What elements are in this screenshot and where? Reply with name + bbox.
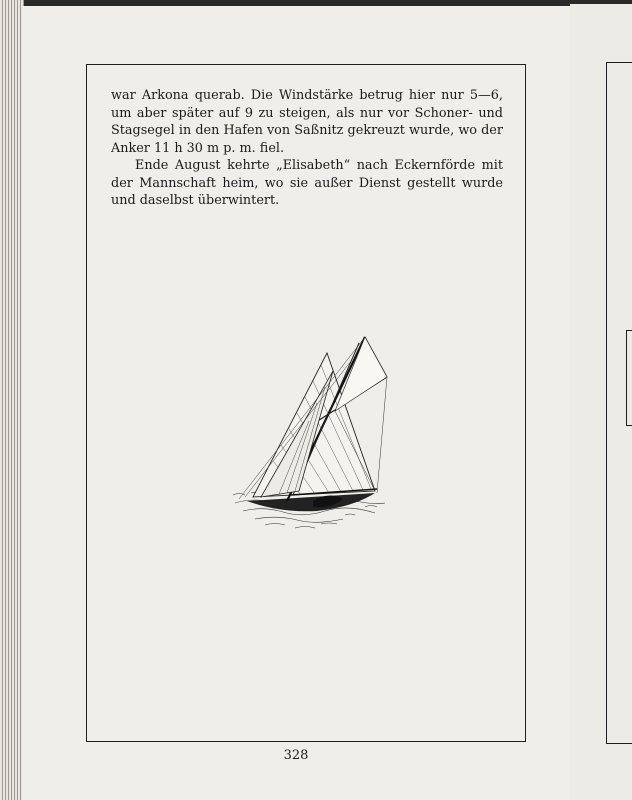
paragraph-2: Ende August kehrte „Elisabeth“ nach Eckernförde mit der Mannschaft heim, wo sie außer Dienst gestellt wurde und daselbst überwintert. <box>111 158 503 208</box>
body-text <box>111 87 503 210</box>
sailboat-engraving-icon <box>225 331 395 541</box>
text-frame <box>86 64 526 742</box>
right-page-box <box>626 330 632 426</box>
left-page <box>22 6 570 800</box>
page-number: 328 <box>283 748 309 763</box>
book-page-edges <box>0 0 24 800</box>
paragraph-1: war Arkona querab. Die Windstärke betrug hier nur 5—6, um aber später auf 9 zu steigen, als nur vor Schoner- und Stagsegel in den Hafen von Saßnitz gekreuzt wurde, wo der Anker 11 h 30 m p. m. fiel. <box>111 88 503 156</box>
right-page-edge <box>570 4 632 800</box>
